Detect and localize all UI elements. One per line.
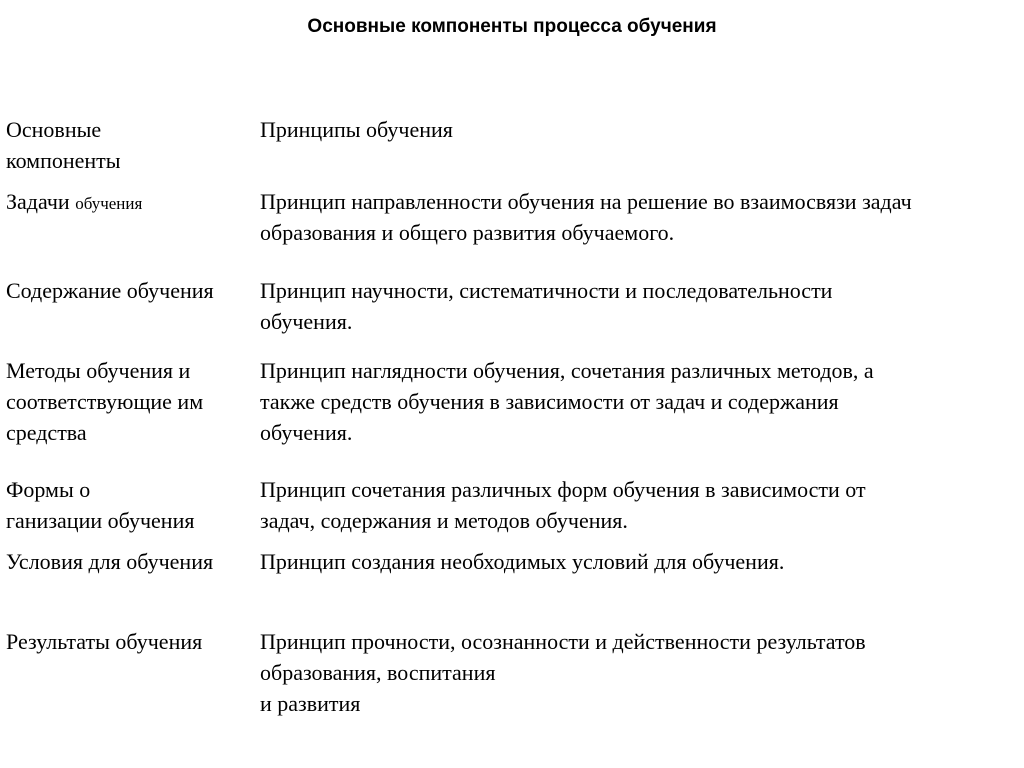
principle-line: образования, воспитания: [260, 660, 496, 685]
component-cell-tasks: [6, 186, 254, 219]
component-line: средства: [6, 420, 87, 445]
component-line: Условия для обучения: [6, 549, 214, 574]
header-components-cell: [6, 114, 254, 176]
component-line: Методы обучения и: [6, 358, 191, 383]
principle-line: Принцип создания необходимых условий для обучения.: [260, 549, 785, 574]
principle-line: Принцип направленности обучения на решение во взаимосвязи задач: [260, 189, 912, 214]
principle-line: Принцип сочетания различных форм обучения в зависимости от: [260, 477, 866, 502]
principle-line: Принцип прочности, осознанности и действенности результатов: [260, 629, 866, 654]
component-cell-conditions: [6, 546, 254, 577]
header-principles-line: Принципы обучения: [260, 117, 453, 142]
component-line: Результаты обучения: [6, 629, 203, 654]
principle-cell-results: [260, 626, 1020, 719]
component-line: Формы о: [6, 477, 91, 502]
principle-cell-conditions: [260, 546, 1020, 577]
principle-cell-forms: [260, 474, 1020, 536]
principle-line: образования и общего развития обучаемого.: [260, 220, 675, 245]
component-line: ганизации обучения: [6, 508, 195, 533]
component-cell-results: [6, 626, 254, 657]
component-label-small: обучения: [75, 194, 143, 213]
component-line: Содержание обучения: [6, 278, 214, 303]
principle-line: обучения.: [260, 309, 353, 334]
component-cell-methods: [6, 355, 254, 448]
page-title: Основные компоненты процесса обучения: [307, 16, 717, 37]
principle-line: Принцип наглядности обучения, сочетания различных методов, а: [260, 358, 874, 383]
principle-line: также средств обучения в зависимости от задач и содержания: [260, 389, 839, 414]
component-label: [6, 186, 254, 219]
component-cell-content: [6, 275, 254, 306]
principle-line: обучения.: [260, 420, 353, 445]
header-components-line: Основные: [6, 117, 102, 142]
principle-cell-content: [260, 275, 1020, 337]
header-components-line: компоненты: [6, 148, 121, 173]
component-line: соответствующие им: [6, 389, 204, 414]
principle-line: и развития: [260, 691, 361, 716]
principle-line: задач, содержания и методов обучения.: [260, 508, 628, 533]
principle-cell-methods: [260, 355, 1020, 448]
component-cell-forms: [6, 474, 254, 536]
principle-cell-tasks: [260, 186, 1020, 248]
component-label-main: Задачи: [6, 189, 70, 214]
principle-line: Принцип научности, систематичности и последовательности: [260, 278, 833, 303]
header-principles-cell: [260, 114, 1020, 145]
